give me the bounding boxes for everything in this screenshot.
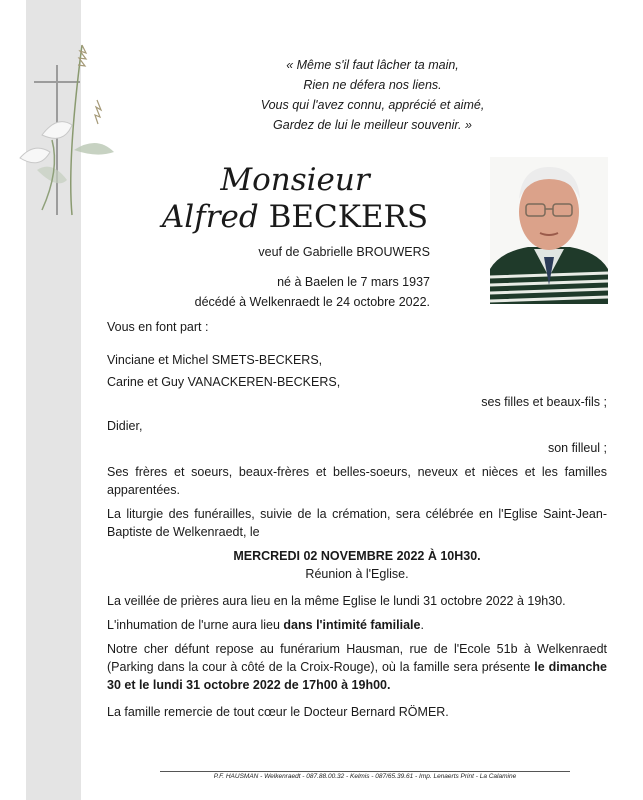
announce-line: Vous en font part : [107, 320, 209, 334]
liturgy-text: La liturgie des funérailles, suivie de la crémation, sera célébrée en l'Eglise Saint-Jean-Baptiste de Welkenraedt, le [107, 507, 607, 539]
deceased-name-block [160, 162, 430, 236]
rest-text-schedule: le dimanche 30 et le lundi 31 octobre 2022 de 17h00 à 19h00. [107, 660, 607, 692]
meeting-text: Réunion à l'Eglise. [305, 567, 409, 581]
family-relation: ses filles et beaux-fils ; [481, 395, 607, 409]
announcement-body [107, 318, 607, 721]
funeral-date: MERCREDI 02 NOVEMBRE 2022 À 10H30. [233, 549, 481, 563]
vigil-text: La veillée de prières aura lieu en la même Eglise le lundi 31 octobre 2022 à 19h30. [107, 594, 566, 608]
life-dates [160, 272, 430, 312]
footer-divider [160, 771, 570, 772]
thanks-text: La famille remercie de tout cœur le Docteur Bernard RÖMER. [107, 705, 449, 719]
family-line: Carine et Guy VANACKEREN-BECKERS, [107, 375, 341, 389]
death-line: décédé à Welkenraedt le 24 octobre 2022. [194, 295, 430, 309]
family-line: Didier, [107, 419, 143, 433]
rest-text-main: Notre cher défunt repose au funérarium Hausman, rue de l'Ecole 51b à Welkenraedt (Parking dans la cour à côté de la Croix-Rouge), où la famille sera présente [107, 642, 607, 674]
urn-text-start: L'inhumation de l'urne aura lieu [107, 618, 284, 632]
poem-line: Rien ne défera nos liens. [303, 78, 442, 92]
family-extended: Ses frères et soeurs, beaux-frères et belles-soeurs, neveux et nièces et les familles apparentées. [107, 465, 607, 497]
poem-line: Gardez de lui le meilleur souvenir. » [273, 118, 472, 132]
honorific: Monsieur [220, 162, 370, 198]
poem-line: « Même s'il faut lâcher ta main, [286, 58, 459, 72]
family-relation: son filleul ; [547, 441, 607, 455]
birth-line: né à Baelen le 7 mars 1937 [277, 275, 430, 289]
deceased-name [160, 199, 430, 236]
family-line: Vinciane et Michel SMETS-BECKERS, [107, 353, 323, 367]
spouse-line: veuf de Gabrielle BROUWERS [258, 245, 430, 259]
urn-text-emphasis: dans l'intimité familiale [283, 618, 421, 632]
urn-text-end: . [420, 618, 424, 632]
poem-line: Vous qui l'avez connu, apprécié et aimé, [260, 98, 485, 112]
urn-text [107, 616, 607, 634]
rest-text [107, 640, 607, 694]
poem [200, 55, 545, 135]
lily-cross-icon [12, 40, 117, 220]
last-name: BECKERS [268, 199, 429, 235]
first-name: Alfred [161, 199, 259, 235]
footer-credit: P.F. HAUSMAN - Welkenraedt - 087.88.00.32 - Kelmis - 087/65.39.61 - Imp. Lenaerts Print - La Calamine [213, 773, 517, 780]
portrait-photo [490, 157, 608, 304]
